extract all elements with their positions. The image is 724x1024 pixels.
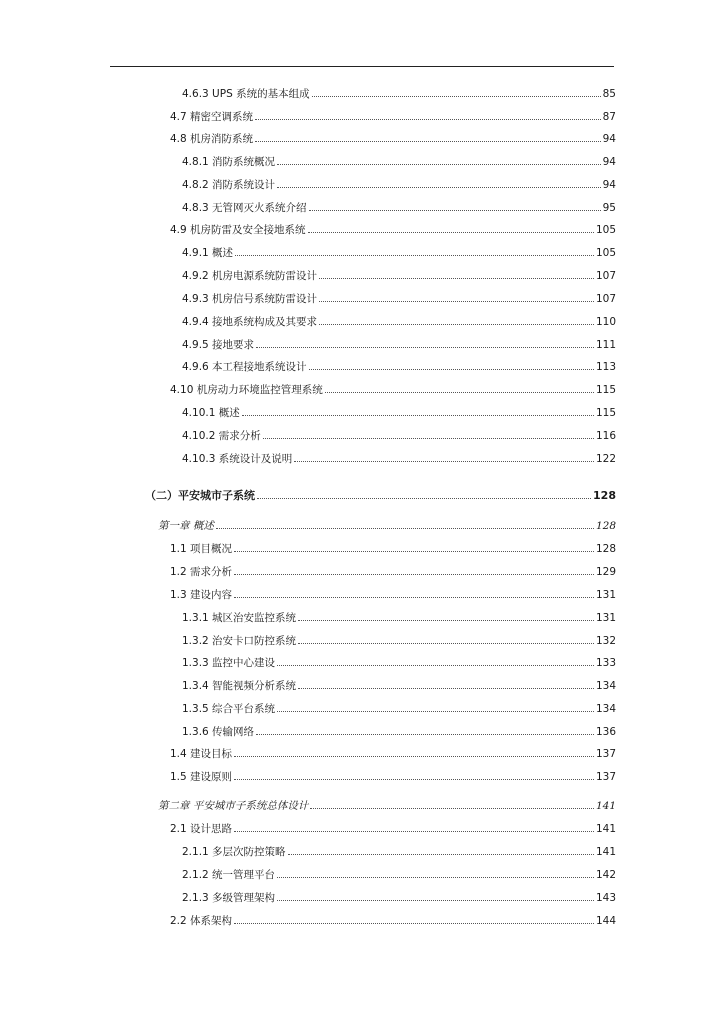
toc-page-number: 115 bbox=[595, 407, 616, 419]
toc-page-number: 143 bbox=[595, 892, 616, 904]
toc-entry[interactable] bbox=[170, 109, 616, 124]
toc-entry-title: 4.7 精密空调系统 bbox=[170, 111, 254, 123]
toc-page-number: 137 bbox=[595, 748, 616, 760]
toc-leader-dots bbox=[255, 109, 601, 120]
toc-entry[interactable] bbox=[182, 154, 616, 169]
toc-entry[interactable] bbox=[182, 844, 616, 859]
toc-entry-title: 1.3.2 治安卡口防控系统 bbox=[182, 635, 297, 647]
toc-entry[interactable] bbox=[182, 724, 616, 739]
toc-entry[interactable] bbox=[182, 405, 616, 420]
toc-entry[interactable] bbox=[170, 769, 616, 784]
toc-entry-title: 第二章 平安城市子系统总体设计 bbox=[158, 800, 309, 812]
toc-leader-dots bbox=[319, 291, 594, 302]
toc-leader-dots bbox=[256, 337, 594, 348]
toc-entry-title: 4.8 机房消防系统 bbox=[170, 133, 254, 145]
toc-entry-title: 1.3.3 监控中心建设 bbox=[182, 657, 276, 669]
toc-leader-dots bbox=[288, 844, 594, 855]
toc-leader-dots bbox=[319, 268, 594, 279]
toc-entry-title: 4.6.3 UPS 系统的基本组成 bbox=[182, 88, 310, 100]
toc-entry-title: 4.8.1 消防系统概况 bbox=[182, 156, 276, 168]
toc-entry[interactable] bbox=[158, 798, 616, 813]
toc-leader-dots bbox=[312, 86, 601, 97]
toc-leader-dots bbox=[234, 746, 594, 757]
toc-entry-title: 2.1 设计思路 bbox=[170, 823, 233, 835]
toc-page-number: 105 bbox=[595, 224, 616, 236]
toc-leader-dots bbox=[277, 890, 594, 901]
toc-entry[interactable] bbox=[145, 488, 616, 503]
toc-page-number: 134 bbox=[595, 680, 616, 692]
toc-entry[interactable] bbox=[182, 337, 616, 352]
toc-page-number: 94 bbox=[602, 133, 616, 145]
toc-entry-title: 1.3.4 智能视频分析系统 bbox=[182, 680, 297, 692]
toc-entry-title: 4.9.4 接地系统构成及其要求 bbox=[182, 316, 318, 328]
toc-leader-dots bbox=[309, 359, 594, 370]
toc-page-number: 141 bbox=[595, 846, 616, 858]
toc-leader-dots bbox=[277, 154, 601, 165]
toc-page-number: 107 bbox=[595, 270, 616, 282]
toc-leader-dots bbox=[298, 633, 594, 644]
toc-page-number: 131 bbox=[595, 612, 616, 624]
toc-entry-title: 2.1.3 多级管理架构 bbox=[182, 892, 276, 904]
toc-entry[interactable] bbox=[182, 86, 616, 101]
toc-leader-dots bbox=[234, 821, 594, 832]
toc-page-number: 107 bbox=[595, 293, 616, 305]
toc-entry[interactable] bbox=[170, 222, 616, 237]
toc-page-number: 144 bbox=[595, 915, 616, 927]
toc-entry[interactable] bbox=[182, 291, 616, 306]
toc-leader-dots bbox=[298, 610, 594, 621]
toc-leader-dots bbox=[277, 655, 594, 666]
toc-page-number: 132 bbox=[595, 635, 616, 647]
toc-leader-dots bbox=[235, 245, 594, 256]
toc-entry[interactable] bbox=[182, 314, 616, 329]
toc-entry-title: 1.3.5 综合平台系统 bbox=[182, 703, 276, 715]
toc-leader-dots bbox=[277, 867, 594, 878]
toc-entry[interactable] bbox=[182, 268, 616, 283]
toc-page-number: 142 bbox=[595, 869, 616, 881]
toc-entry-title: 第一章 概述 bbox=[158, 520, 214, 532]
toc-leader-dots bbox=[234, 913, 594, 924]
header-rule bbox=[110, 66, 614, 67]
toc-entry-title: 4.9.2 机房电源系统防雷设计 bbox=[182, 270, 318, 282]
toc-leader-dots bbox=[319, 314, 594, 325]
toc-entry[interactable] bbox=[182, 867, 616, 882]
toc-page-number: 133 bbox=[595, 657, 616, 669]
toc-entry-title: 4.8.2 消防系统设计 bbox=[182, 179, 276, 191]
toc-entry[interactable] bbox=[170, 821, 616, 836]
toc-page-number: 141 bbox=[595, 800, 616, 812]
toc-leader-dots bbox=[325, 382, 594, 393]
toc-page-number: 128 bbox=[595, 520, 616, 532]
toc-entry-title: 2.1.2 统一管理平台 bbox=[182, 869, 276, 881]
toc-page-number: 94 bbox=[602, 156, 616, 168]
toc-entry-title: 4.9.1 概述 bbox=[182, 247, 234, 259]
toc-entry-title: 4.9 机房防雷及安全接地系统 bbox=[170, 224, 306, 236]
toc-leader-dots bbox=[216, 518, 594, 529]
toc-entry[interactable] bbox=[170, 564, 616, 579]
toc-entry-title: 4.9.5 接地要求 bbox=[182, 339, 255, 351]
toc-page-number: 134 bbox=[595, 703, 616, 715]
toc-leader-dots bbox=[234, 587, 594, 598]
toc-entry[interactable] bbox=[182, 890, 616, 905]
toc-entry[interactable] bbox=[170, 913, 616, 928]
toc-entry[interactable] bbox=[182, 633, 616, 648]
toc-page-number: 115 bbox=[595, 384, 616, 396]
toc-page-number: 141 bbox=[595, 823, 616, 835]
toc-entry-title: （二）平安城市子系统 bbox=[145, 489, 255, 502]
toc-entry-title: 4.10.2 需求分析 bbox=[182, 430, 261, 442]
toc-entry-title: 1.5 建设原则 bbox=[170, 771, 233, 783]
toc-entry-title: 4.9.3 机房信号系统防雷设计 bbox=[182, 293, 318, 305]
toc-entry[interactable] bbox=[182, 177, 616, 192]
toc-page-number: 122 bbox=[595, 453, 616, 465]
toc-entry[interactable] bbox=[170, 541, 616, 556]
toc-leader-dots bbox=[234, 564, 594, 575]
toc-page-number: 105 bbox=[595, 247, 616, 259]
toc-page-number: 87 bbox=[602, 111, 616, 123]
toc-page-number: 136 bbox=[595, 726, 616, 738]
toc-page-number: 94 bbox=[602, 179, 616, 191]
toc-leader-dots bbox=[257, 488, 591, 499]
toc-page-number: 85 bbox=[602, 88, 616, 100]
toc-leader-dots bbox=[255, 131, 601, 142]
toc-leader-dots bbox=[277, 177, 601, 188]
toc-page-number: 95 bbox=[602, 202, 616, 214]
toc-entry[interactable] bbox=[182, 245, 616, 260]
toc-entry[interactable] bbox=[182, 610, 616, 625]
toc-page-number: 113 bbox=[595, 361, 616, 373]
toc-leader-dots bbox=[277, 701, 594, 712]
toc-entry[interactable] bbox=[182, 701, 616, 716]
toc-entry[interactable] bbox=[170, 587, 616, 602]
toc-entry[interactable] bbox=[182, 655, 616, 670]
toc-entry-title: 1.3 建设内容 bbox=[170, 589, 233, 601]
toc-leader-dots bbox=[234, 541, 594, 552]
toc-entry-title: 1.1 项目概况 bbox=[170, 543, 233, 555]
toc-leader-dots bbox=[256, 724, 594, 735]
toc-entry-title: 2.1.1 多层次防控策略 bbox=[182, 846, 286, 858]
toc-page-number: 137 bbox=[595, 771, 616, 783]
toc-leader-dots bbox=[242, 405, 594, 416]
toc-entry-title: 4.10.1 概述 bbox=[182, 407, 240, 419]
toc-entry[interactable] bbox=[182, 451, 616, 466]
toc-leader-dots bbox=[310, 798, 594, 809]
toc-entry[interactable] bbox=[182, 359, 616, 374]
toc-leader-dots bbox=[234, 769, 594, 780]
toc-leader-dots bbox=[308, 222, 594, 233]
toc-entry[interactable] bbox=[182, 428, 616, 443]
toc-entry-title: 1.3.1 城区治安监控系统 bbox=[182, 612, 297, 624]
toc-entry[interactable] bbox=[182, 200, 616, 215]
toc-page-number: 128 bbox=[595, 543, 616, 555]
toc-page-number: 116 bbox=[595, 430, 616, 442]
toc-entry-title: 4.10.3 系统设计及说明 bbox=[182, 453, 293, 465]
toc-entry-title: 1.2 需求分析 bbox=[170, 566, 233, 578]
toc-entry-title: 1.4 建设目标 bbox=[170, 748, 233, 760]
toc-entry[interactable] bbox=[158, 518, 616, 533]
toc-entry[interactable] bbox=[182, 678, 616, 693]
toc-leader-dots bbox=[263, 428, 594, 439]
toc-entry-title: 2.2 体系架构 bbox=[170, 915, 233, 927]
toc-page-number: 111 bbox=[595, 339, 616, 351]
toc-entry-title: 4.8.3 无管网灭火系统介绍 bbox=[182, 202, 307, 214]
toc-entry-title: 1.3.6 传输网络 bbox=[182, 726, 255, 738]
toc-entry[interactable] bbox=[170, 382, 616, 397]
toc-page-number: 129 bbox=[595, 566, 616, 578]
toc-page-number: 128 bbox=[593, 489, 616, 502]
toc-leader-dots bbox=[294, 451, 594, 462]
toc-page-number: 131 bbox=[595, 589, 616, 601]
toc-entry[interactable] bbox=[170, 746, 616, 761]
toc-entry-title: 4.9.6 本工程接地系统设计 bbox=[182, 361, 307, 373]
toc-page-number: 110 bbox=[595, 316, 616, 328]
toc-leader-dots bbox=[298, 678, 594, 689]
toc-entry[interactable] bbox=[170, 131, 616, 146]
toc-leader-dots bbox=[309, 200, 601, 211]
toc-entry-title: 4.10 机房动力环境监控管理系统 bbox=[170, 384, 323, 396]
